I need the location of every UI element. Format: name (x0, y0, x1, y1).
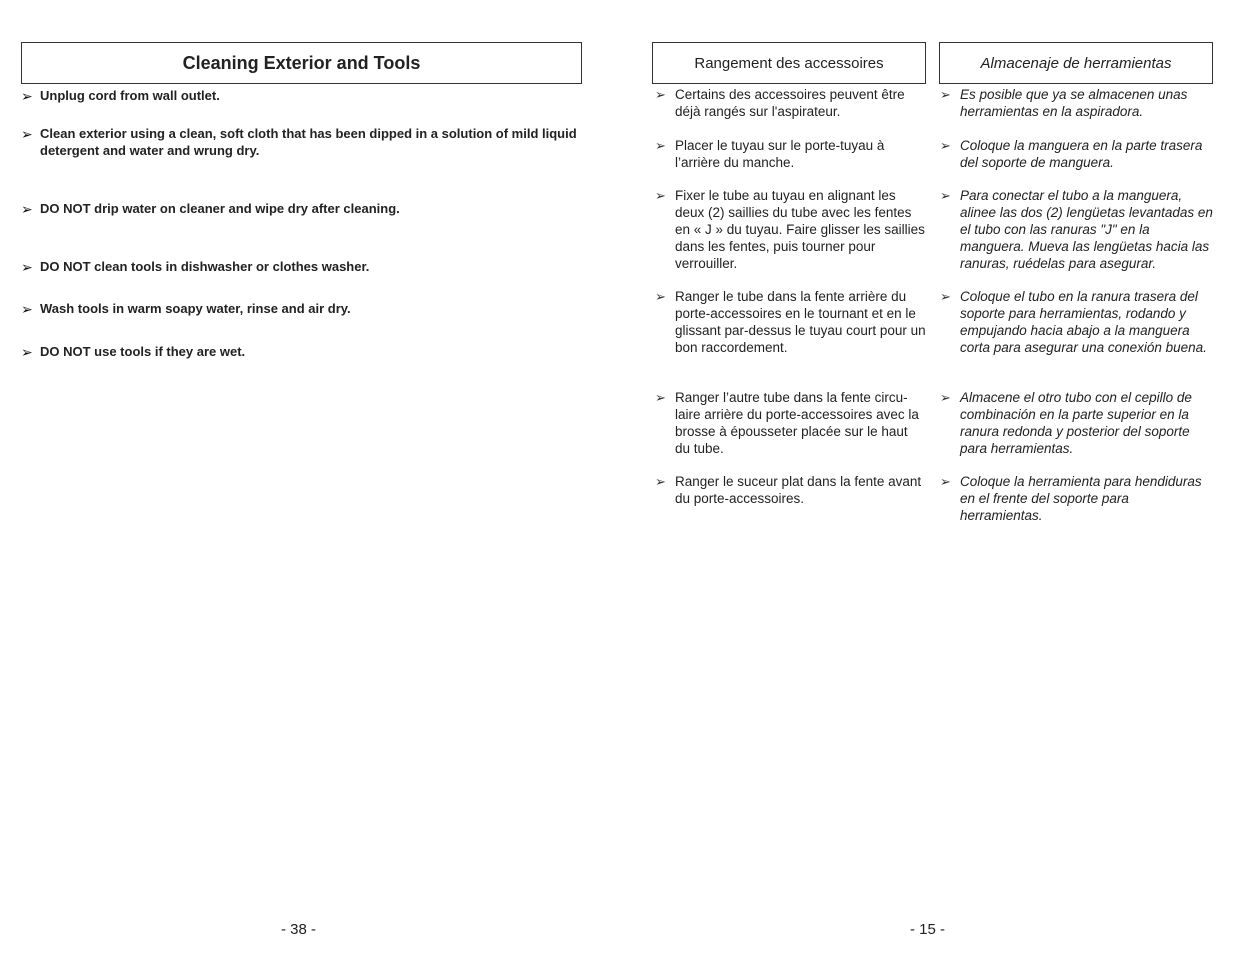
list-item-text: DO NOT use tools if they are wet. (40, 344, 246, 359)
list-item-text: Wash tools in warm soapy water, rinse and air dry. (40, 301, 351, 316)
bullet-arrow-icon: ➢ (655, 289, 666, 304)
list-item-text: Almacene el otro tubo con el cepillo de combinación en la parte superior en la ranura redonda y posterior del soporte para herramientas. (960, 390, 1192, 456)
french-section-title: Rangement des accessoires (652, 42, 926, 84)
english-section-title: Cleaning Exterior and Tools (21, 42, 582, 84)
list-item-text: Ranger l’autre tube dans la fente circu- laire arrière du porte-accessoires avec la brosse à épousseter placée sur le haut du tube. (675, 390, 919, 456)
list-item (655, 137, 926, 171)
bullet-arrow-icon: ➢ (21, 126, 33, 142)
list-item (940, 288, 1215, 356)
bullet-arrow-icon: ➢ (655, 138, 666, 153)
bullet-arrow-icon: ➢ (655, 188, 666, 203)
list-item (940, 187, 1215, 272)
bullet-arrow-icon: ➢ (21, 301, 33, 317)
list-item-text: Placer le tuyau sur le porte-tuyau à l’arrière du manche. (675, 138, 885, 170)
bullet-arrow-icon: ➢ (655, 474, 666, 489)
list-item (655, 86, 926, 120)
bullet-arrow-icon: ➢ (21, 259, 33, 275)
bullet-arrow-icon: ➢ (940, 87, 951, 102)
list-item (655, 288, 926, 356)
list-item (940, 86, 1215, 120)
list-item-text: DO NOT drip water on cleaner and wipe dry after cleaning. (40, 201, 400, 216)
list-item-text: Coloque la herramienta para hendiduras en el frente del soporte para herramientas. (960, 474, 1202, 523)
bullet-arrow-icon: ➢ (940, 474, 951, 489)
bullet-arrow-icon: ➢ (21, 201, 33, 217)
list-item (655, 187, 926, 272)
list-item-text: Es posible que ya se almacenen unas herramientas en la aspiradora. (960, 87, 1188, 119)
list-item (21, 344, 586, 361)
list-item (940, 137, 1215, 171)
bullet-arrow-icon: ➢ (21, 344, 33, 360)
list-item-text: DO NOT clean tools in dishwasher or clothes washer. (40, 259, 370, 274)
list-item (655, 389, 926, 457)
list-item (655, 473, 926, 507)
list-item-text: Para conectar el tubo a la manguera, alinee las dos (2) lengüetas levantadas en el tubo con las ranuras "J" en la manguera. Mueva las lengüetas hacia las ranuras, ruédelas para asegurar. (960, 188, 1213, 271)
list-item (21, 201, 586, 218)
list-item-text: Clean exterior using a clean, soft cloth that has been dipped in a solution of mild liquid detergent and water and wrung dry. (40, 126, 577, 158)
page-number-right: - 15 - (910, 921, 946, 938)
list-item (940, 473, 1215, 524)
list-item-text: Ranger le tube dans la fente arrière du porte-accessoires en le tournant et en le glissant par-dessus le tuyau court pour un bon raccordement. (675, 289, 926, 355)
bullet-arrow-icon: ➢ (655, 390, 666, 405)
bullet-arrow-icon: ➢ (21, 88, 33, 104)
list-item-text: Coloque el tubo en la ranura trasera del soporte para herramientas, rodando y empujando hacia abajo a la manguera corta para asegurar una conexión buena. (960, 289, 1207, 355)
list-item (940, 389, 1215, 457)
bullet-arrow-icon: ➢ (940, 188, 951, 203)
bullet-arrow-icon: ➢ (655, 87, 666, 102)
list-item-text: Ranger le suceur plat dans la fente avant du porte-accessoires. (675, 474, 922, 506)
spanish-section-title: Almacenaje de herramientas (939, 42, 1213, 84)
list-item-text: Coloque la manguera en la parte trasera del soporte de manguera. (960, 138, 1203, 170)
bullet-arrow-icon: ➢ (940, 390, 951, 405)
list-item (21, 126, 586, 159)
bullet-arrow-icon: ➢ (940, 289, 951, 304)
list-item-text: Certains des accessoires peuvent être déjà rangés sur l'aspirateur. (675, 87, 905, 119)
list-item-text: Fixer le tube au tuyau en alignant les deux (2) saillies du tube avec les fentes en « J » du tuyau. Faire glisser les saillies dans les fentes, puis tourner pour verrouiller. (675, 188, 925, 271)
bullet-arrow-icon: ➢ (940, 138, 951, 153)
list-item-text: Unplug cord from wall outlet. (40, 88, 220, 103)
page-number-left: - 38 - (281, 921, 317, 938)
list-item (21, 88, 586, 105)
list-item (21, 301, 586, 318)
list-item (21, 259, 586, 276)
